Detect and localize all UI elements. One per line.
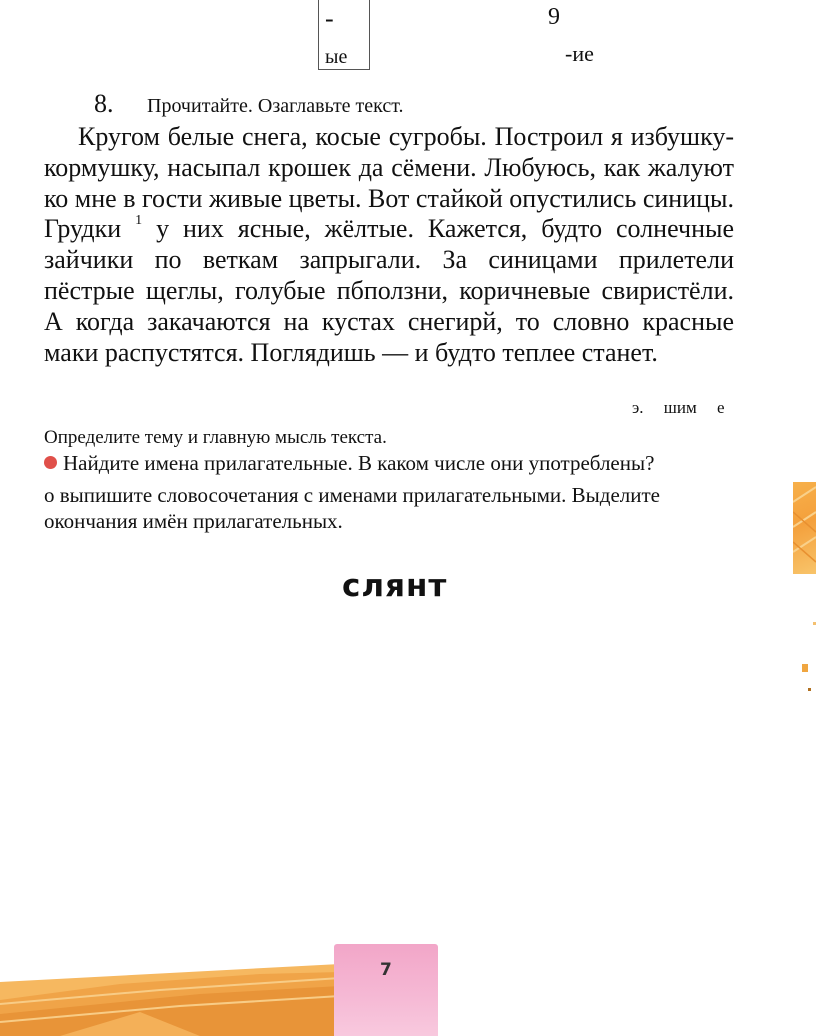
ending-box [318,0,370,70]
red-dot-icon [44,456,57,469]
task-theme: Определите тему и главную мысль текста. [44,427,387,448]
bottom-wood-decoration [0,964,340,1036]
task-find-adjectives-text: Найдите имена прилагательные. В каком числе они употреблены? [63,451,655,475]
exercise-text [44,122,734,368]
text-part-2: у них ясные, жёлтые. Кажется, будто солнечные зайчики по веткам запрыгали. За синицами прилетели пёстрые щеглы, голубые пбползни, коричневые свиристёли. А когда закачаются на кустах снегирй, то словно красные маки распустятся. Поглядишь — и будто теплее станет. [44,214,734,367]
top-number: 9 [548,4,560,30]
text-part-1: Кругом белые снега, косые сугробы. Построил я избушку-кормушку, насыпал крошек да сёмени. Любуюсь, как жалуют ко мне в гости живые цветы. Вот стайкой опустились синицы. Грудки [44,122,734,244]
decor-speck [808,688,811,691]
task-write-out: о выпишите словосочетания с именами прилагательными. Выделите [44,483,660,507]
text-author: э. шим е [632,398,725,417]
page-number: 7 [380,960,392,980]
task-endings: окончания имён прилагательных. [44,509,343,533]
exercise-instruction: Прочитайте. Озаглавьте текст. [147,95,404,117]
decor-speck [802,664,808,672]
orange-edge-decoration [793,482,816,574]
section-heading: слянт [342,568,448,604]
exercise-number: 8. [94,89,114,118]
top-ending: -ие [565,41,594,66]
ending-box-dash: - [325,4,334,33]
page-tab [334,944,438,1036]
footnote-mark: 1 [135,212,143,228]
task-find-adjectives [44,451,654,476]
ending-box-text: ые [325,46,348,68]
